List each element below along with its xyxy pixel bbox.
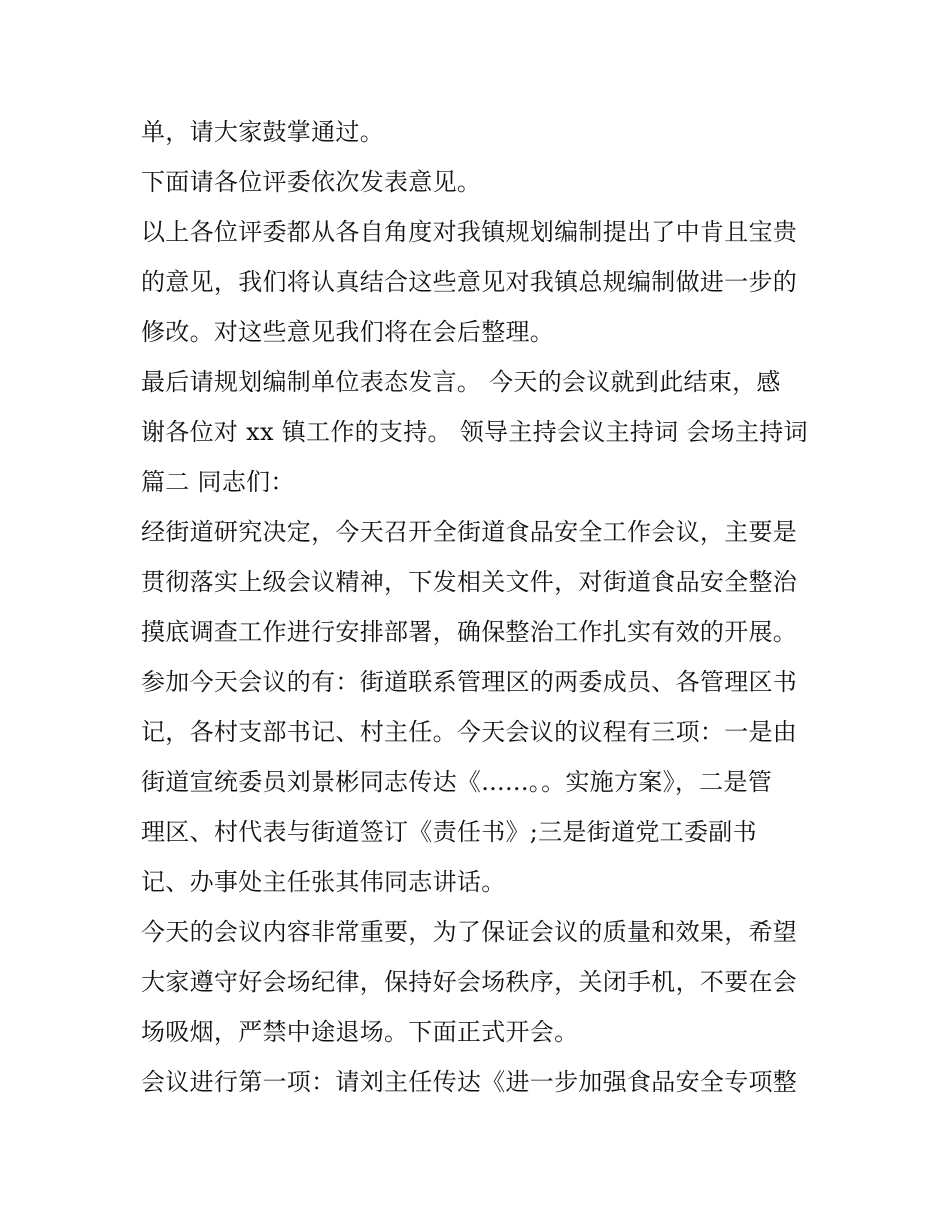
text-line: 街道宣统委员刘景彬同志传达《......。。实施方案》，二是管: [141, 768, 773, 796]
text-line: 记、办事处主任张其伟同志讲话。: [141, 868, 506, 896]
text-line: 今天的会议内容非常重要，为了保证会议的质量和效果，希望: [141, 918, 798, 946]
text-line: 大家遵守好会场纪律，保持好会场秩序，关闭手机，不要在会: [141, 968, 798, 996]
text-line: 贯彻落实上级会议精神，下发相关文件，对街道食品安全整治: [141, 568, 798, 596]
text-line: 单，请大家鼓掌通过。: [141, 118, 384, 146]
text-line: 会议进行第一项：请刘主任传达《进一步加强食品安全专项整: [141, 1068, 798, 1096]
text-line: 以上各位评委都从各自角度对我镇规划编制提出了中肯且宝贵: [141, 218, 798, 246]
text-line: 篇二 同志们：: [141, 468, 295, 496]
text-line: 最后请规划编制单位表态发言。 今天的会议就到此结束，感: [141, 368, 781, 396]
text-line: 下面请各位评委依次发表意见。: [141, 168, 482, 196]
text-line: 参加今天会议的有：街道联系管理区的两委成员、各管理区书: [141, 668, 798, 696]
text-line: 谢各位对 xx 镇工作的支持。 领导主持会议主持词 会场主持词: [141, 418, 808, 446]
text-line: 经街道研究决定，今天召开全街道食品安全工作会议，主要是: [141, 518, 798, 546]
text-line: 记，各村支部书记、村主任。今天会议的议程有三项：一是由: [141, 718, 798, 746]
body-text: [141, 107, 831, 1107]
text-line: 修改。对这些意见我们将在会后整理。: [141, 318, 555, 346]
text-line: 场吸烟，严禁中途退场。下面正式开会。: [141, 1018, 579, 1046]
text-line: 摸底调查工作进行安排部署，确保整治工作扎实有效的开展。: [141, 618, 798, 646]
text-line: 理区、村代表与街道签订《责任书》;三是街道党工委副书: [141, 818, 757, 846]
text-line: 的意见，我们将认真结合这些意见对我镇总规编制做进一步的: [141, 268, 798, 296]
